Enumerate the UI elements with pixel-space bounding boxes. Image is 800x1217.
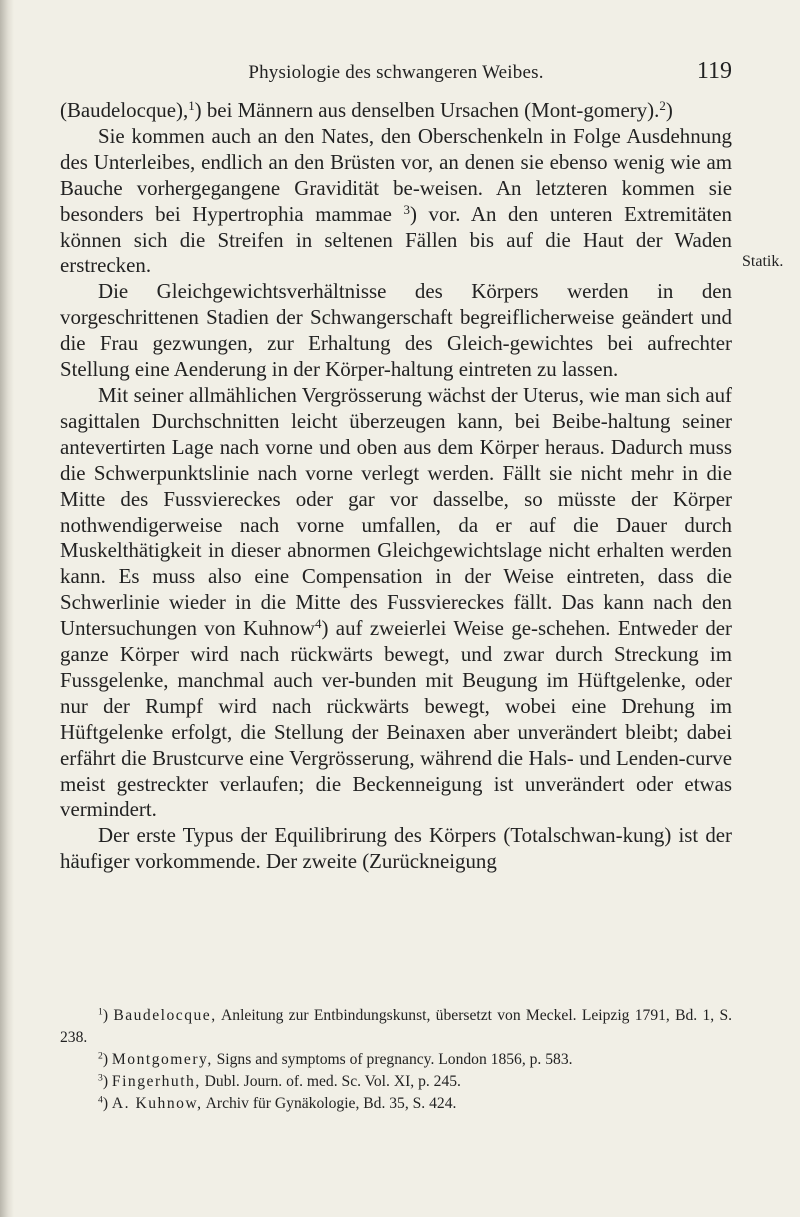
footnote-ref: 1 <box>188 97 195 113</box>
paragraph-2: Sie kommen auch an den Nates, den Oberschenkeln in Folge Ausdehnung des Unterleibes, endlich an den Brüsten vor, an denen sie ebenso wenig wie am Bauche vorhergegangene Gravidität be-weisen. An letzteren kommen sie besonders bei Hypertrophia mammae $^3$) vor. An den unteren Extremitäten können sich die Streifen in seltenen Fällen bis auf die Haut der Waden erstrecken. <box>60 123 732 278</box>
paragraph-3: Die Gleichgewichtsverhältnisse des Körpers werden in den vorgeschrittenen Stadien der Schwangerschaft begreiflicherweise geändert und die Frau gezwungen, zur Erhaltung des Gleich-gewichtes bei aufrechter Stellung eine Aenderung in der Körper-haltung eintreten zu lassen. <box>60 279 732 382</box>
footnote-1: $^1$) Baudelocque, Anleitung zur Entbindungskunst, übersetzt von Meckel. Leipzig 1791, Bd. 1, S. 238. <box>60 1006 733 1046</box>
page-spine-shadow <box>0 0 14 1217</box>
paragraph-1: (Baudelocque),$^1$) bei Männern aus denselben Ursachen (Mont-gomery).$^2$) <box>60 97 673 122</box>
page-number: 119 <box>696 58 732 84</box>
footnote-ref: 3 <box>403 201 410 217</box>
footnote-ref: 2 <box>659 97 666 113</box>
page-header <box>60 58 732 92</box>
body-text <box>60 98 732 875</box>
footnote-3: $^3$) Fingerhuth, Dubl. Journ. of. med. Sc. Vol. XI, p. 245. <box>98 1072 461 1090</box>
footnotes <box>60 1005 732 1115</box>
running-title: Physiologie des schwangeren Weibes. <box>248 62 544 83</box>
paragraph-5: Der erste Typus der Equilibrirung des Körpers (Totalschwan-kung) ist der häufiger vorkommende. Der zweite (Zurückneigung <box>60 823 732 874</box>
footnote-ref: 4 <box>314 616 322 631</box>
paragraph-4: Mit seiner allmählichen Vergrösserung wächst der Uterus, wie man sich auf sagittalen Durchschnitten leicht überzeugen kann, bei Beibe-haltung seiner antevertirten Lage nach vorne und oben aus dem Körper heraus. Dadurch muss die Schwerpunktslinie nach vorne verlegt werden. Fällt sie nicht mehr in die Mitte des Fussviereckes oder gar vor dasselbe, so müsste der Körper nothwendigerweise nach vorne umfallen, da er auf die Dauer durch Muskelthätigkeit in dieser abnormen Gleichgewichtslage nicht erhalten werden kann. Es muss also eine Compensation in der Weise eintreten, dass die Schwerlinie wieder in die Mitte des Fussviereckes fällt. Das kann nach den Untersuchungen von Kuhnow$^4$) auf zweierlei Weise ge-schehen. Entweder der ganze Körper wird nach rückwärts bewegt, und zwar durch Streckung im Fussgelenke, manchmal auch ver-bunden mit Beugung im Hüftgelenke, oder nur der Rumpf wird nach rückwärts bewegt, wobei eine Drehung im Hüftgelenke erfolgt, die Stellung der Beinaxen aber unverändert bleibt; dabei erfährt die Brustcurve eine Vergrösserung, während die Hals- und Lenden-curve meist gestreckter verlaufen; die Beckenneigung ist unverändert oder etwas vermindert. <box>60 382 732 822</box>
footnote-4: $^4$) A. Kuhnow, Archiv für Gynäkologie, Bd. 35, S. 424. <box>98 1094 457 1112</box>
footnote-2: $^2$) Montgomery, Signs and symptoms of pregnancy. London 1856, p. 583. <box>98 1050 573 1068</box>
margin-note: Statik. <box>742 253 784 270</box>
